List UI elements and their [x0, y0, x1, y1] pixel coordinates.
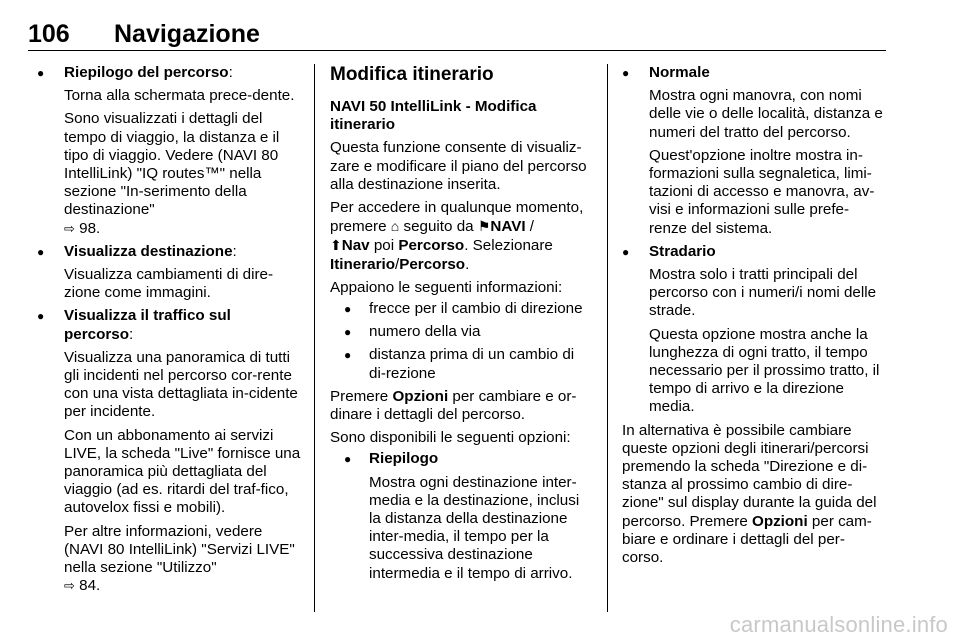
list-item: ● Visualizza il traffico sul percorso: Visualizza una panoramica di tutti gli incidenti nel percorso cor-rente con una vista dettagliata in-cidente per incidente. Con un abbonamento ai servizi LIVE, la scheda "Live" fornisce una panoramica più dettagliata del viaggio (ad es. ritardi del traf-fico, autovelox fissi e mobili). Per altre informazioni, vedere (NAVI 80 IntelliLink) "Servizi LIVE" nella sezione "Utilizzo" ⇨ 84. [37, 307, 301, 595]
item-title: ● Normale [649, 64, 710, 81]
paragraph: Questa funzione consente di visualiz-zare e modificare il piano del percorso alla destinazione inserita. [330, 139, 587, 193]
paragraph: Con un abbonamento ai servizi LIVE, la scheda "Live" fornisce una panoramica più dettagliata del viaggio (ad es. ritardi del traf-fico, autovelox fissi e mobili). [64, 426, 301, 517]
paragraph-access: Per accedere in qualunque momento, premere ⌂ seguito da ⚑NAVI / ⬆Nav poi Percorso. Selezionare Itinerario/Percorso. [330, 199, 584, 273]
list-item: ● frecce per il cambio di direzione [344, 300, 594, 318]
list-item: ● distanza prima di un cambio di di-rezione [344, 346, 594, 382]
item-title: Visualizza destinazione [64, 242, 233, 260]
paragraph: Sono disponibili le seguenti opzioni: [330, 429, 571, 447]
chapter-title: Navigazione [114, 20, 260, 48]
section-heading: Modifica itinerario [330, 64, 494, 85]
column-divider [314, 64, 315, 612]
column-divider [607, 64, 608, 612]
paragraph: Mostra ogni destinazione inter-media e la destinazione, inclusi la distanza della destinazione inter-media, il tempo per la successiva destinazione intermedia e il tempo di arrivo. [369, 473, 580, 582]
paragraph: Sono visualizzati i dettagli del tempo di viaggio, la distanza e il tipo di viaggio. Vedere (NAVI 80 IntelliLink) "IQ routes™" nella sezione "In-serimento della destinazione" [64, 110, 280, 219]
page-ref-icon: ⇨ [64, 578, 75, 594]
list-item [622, 243, 886, 417]
paragraph: Torna alla schermata prece-dente. [64, 87, 295, 105]
page-ref: 84. [79, 577, 101, 595]
watermark: carmanualsonline.info [729, 612, 948, 637]
item-title: ● Stradario [649, 242, 716, 260]
paragraph: Quest'opzione inoltre mostra in-formazioni sulla segnaletica, limi-tazioni di accesso e manovra, av-visi e informazioni sulle prefe-renze del sistema. [649, 146, 875, 237]
column-right [622, 64, 886, 572]
list-item: ● Riepilogo del percorso: Torna alla schermata prece-dente. Sono visualizzati i dettagli del tempo di viaggio, la distanza e il tipo di viaggio. Vedere (NAVI 80 IntelliLink) "IQ routes™" nella sezione "In-serimento della destinazione" ⇨ 98. [37, 64, 301, 238]
list-item [622, 64, 886, 238]
flag-icon: ⚑ [477, 218, 491, 235]
paragraph: Visualizza una panoramica di tutti gli incidenti nel percorso cor-rente con una vista dettagliata in-cidente per incidente. [64, 348, 298, 421]
paragraph: Mostra ogni manovra, con nomi delle vie o delle località, distanza e numeri del tratto del percorso. [649, 87, 883, 141]
list-item: ● numero della via [344, 323, 594, 341]
item-title: Riepilogo del percorso [64, 64, 229, 81]
page-number: 106 [28, 20, 70, 48]
page-header [28, 18, 886, 51]
column-left [37, 64, 301, 600]
page-ref-icon: ⇨ [64, 220, 75, 236]
paragraph: Per altre informazioni, vedere (NAVI 80 IntelliLink) "Servizi LIVE" nella sezione "Utilizzo" [64, 522, 295, 577]
list-item: ● Visualizza destinazione: Visualizza cambiamenti di dire-zione come immagini. [37, 243, 301, 303]
column-middle [330, 64, 594, 588]
page-ref: 98. [79, 219, 101, 237]
sub-heading: NAVI 50 IntelliLink - Modifica itinerario [330, 98, 537, 134]
paragraph: Mostra solo i tratti principali del percorso con i numeri/i nomi delle strade. [649, 266, 877, 320]
paragraph-options: Premere Opzioni per cambiare e or-dinare i dettagli del percorso. [330, 387, 577, 424]
item-title: ● Riepilogo [369, 450, 439, 468]
item-title: Visualizza il traffico sul percorso [64, 307, 231, 343]
paragraph: Appaiono le seguenti informazioni: [330, 278, 563, 296]
home-icon: ⌂ [390, 218, 400, 235]
paragraph: Questa opzione mostra anche la lunghezza di ogni tratto, il tempo necessario per il prossimo tratto, il tempo di arrivo e la direzione media. [649, 325, 880, 416]
paragraph: Visualizza cambiamenti di dire-zione come immagini. [64, 266, 274, 302]
navigation-arrow-icon: ⬆ [330, 237, 342, 254]
paragraph-alternative: In alternativa è possibile cambiare queste opzioni degli itinerari/percorsi premendo la scheda "Direzione e di-stanza al prossimo cambio di dire-zione" sul display durante la guida del percorso. Premere Opzioni per cam-biare e ordinare i dettagli del per-corso. [622, 421, 877, 567]
list-item [344, 450, 594, 582]
